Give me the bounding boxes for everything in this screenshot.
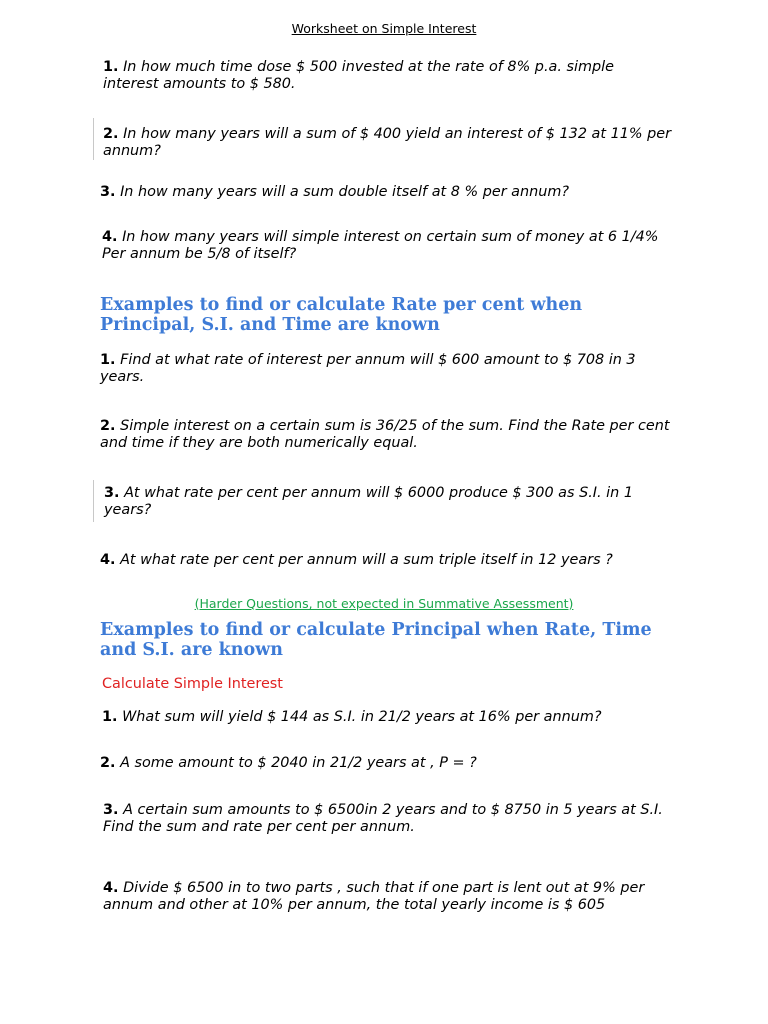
question-number: 1. (100, 352, 116, 368)
time-question-3 (100, 184, 670, 201)
question-number: 2. (100, 755, 116, 771)
time-question-2 (103, 126, 673, 160)
calculate-simple-interest-subheading: Calculate Simple Interest (102, 676, 283, 692)
question-number: 4. (102, 229, 118, 245)
harder-questions-note: (Harder Questions, not expected in Summative Assessment) (194, 596, 574, 611)
question-number: 4. (100, 552, 116, 568)
question-number: 2. (103, 126, 119, 142)
page-title: Worksheet on Simple Interest (291, 21, 477, 36)
question-number: 1. (103, 59, 119, 75)
question-text: At what rate per cent per annum will a sum triple itself in 12 years ? (120, 552, 613, 568)
principal-question-2 (100, 755, 670, 772)
question-number: 2. (100, 418, 116, 434)
question-text: In how many years will simple interest on certain sum of money at 6 1/4% Per annum be 5/8 of itself? (102, 229, 659, 262)
time-question-4 (102, 229, 672, 263)
principal-section-heading: Examples to find or calculate Principal when Rate, Time and S.I. are known (100, 620, 652, 660)
question-number: 3. (103, 802, 119, 818)
principal-question-3 (103, 802, 673, 836)
rate-question-4 (100, 552, 670, 569)
rate-section-heading: Examples to find or calculate Rate per cent when Principal, S.I. and Time are known (100, 295, 583, 335)
question-number: 3. (104, 485, 120, 501)
question-number: 1. (102, 709, 118, 725)
question-text: What sum will yield $ 144 as S.I. in 21/2 years at 16% per annum? (122, 709, 602, 725)
question-text: At what rate per cent per annum will $ 6000 produce $ 300 as S.I. in 1 years? (104, 485, 634, 518)
principal-question-4 (103, 880, 673, 914)
change-bar (93, 480, 94, 522)
rate-question-2 (100, 418, 670, 452)
question-text: In how many years will a sum of $ 400 yield an interest of $ 132 at 11% per annum? (103, 126, 672, 159)
principal-question-1 (102, 709, 672, 726)
rate-question-1 (100, 352, 670, 386)
change-bar (93, 118, 94, 160)
rate-question-3 (104, 485, 674, 519)
question-text: In how many years will a sum double itself at 8 % per annum? (120, 184, 570, 200)
time-question-1 (103, 59, 673, 93)
question-text: Find at what rate of interest per annum will $ 600 amount to $ 708 in 3 years. (100, 352, 636, 385)
question-text: Divide $ 6500 in to two parts , such that if one part is lent out at 9% per annum and other at 10% per annum, the total yearly income is $ 605 (103, 880, 645, 913)
question-text: Simple interest on a certain sum is 36/25 of the sum. Find the Rate per cent and time if they are both numerically equal. (100, 418, 670, 451)
question-text: A certain sum amounts to $ 6500in 2 years and to $ 8750 in 5 years at S.I. Find the sum and rate per cent per annum. (103, 802, 663, 835)
question-text: A some amount to $ 2040 in 21/2 years at , P = ? (120, 755, 477, 771)
question-number: 4. (103, 880, 119, 896)
question-number: 3. (100, 184, 116, 200)
question-text: In how much time dose $ 500 invested at the rate of 8% p.a. simple interest amounts to $ 580. (103, 59, 614, 92)
